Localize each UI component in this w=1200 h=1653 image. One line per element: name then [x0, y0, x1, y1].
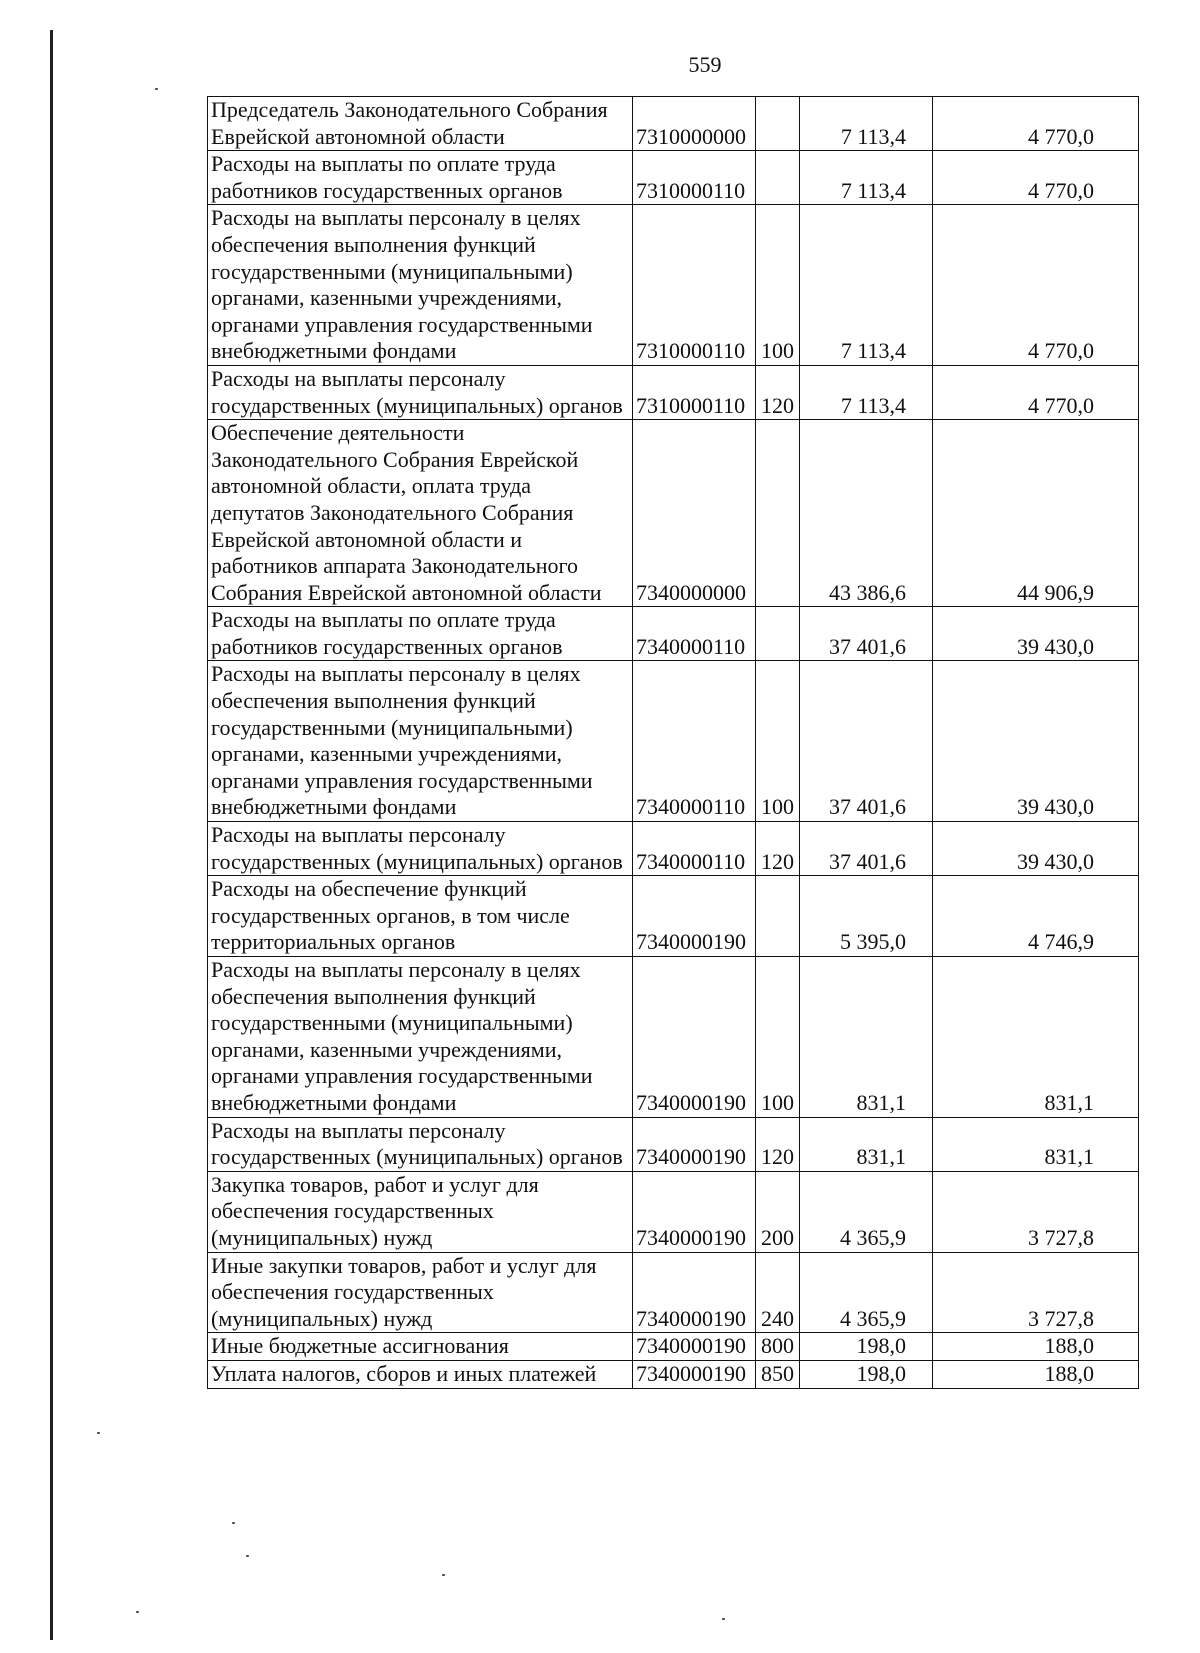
row-description: Расходы на выплаты персоналу в целях обеспечения выполнения функций государственными (муниципальными) органами, казенными учреждениями, органами управления государственными внебюджетными фондами: [208, 957, 633, 1118]
row-amount-1: 198,0: [800, 1333, 933, 1361]
row-amount-1: 831,1: [800, 957, 933, 1118]
row-description: Расходы на выплаты по оплате труда работников государственных органов: [208, 607, 633, 661]
row-target-code: 7340000190: [633, 957, 756, 1118]
binding-edge-line: [50, 30, 53, 1640]
row-target-code: 7340000110: [633, 661, 756, 822]
row-amount-1: 43 386,6: [800, 420, 933, 607]
row-amount-1: 4 365,9: [800, 1252, 933, 1333]
row-expense-type: [756, 607, 800, 661]
row-amount-2: 188,0: [933, 1333, 1139, 1361]
row-amount-1: 7 113,4: [800, 97, 933, 151]
row-expense-type: 200: [756, 1171, 800, 1252]
row-amount-2: 44 906,9: [933, 420, 1139, 607]
row-expense-type: 100: [756, 661, 800, 822]
row-amount-2: 39 430,0: [933, 822, 1139, 876]
row-amount-2: 4 770,0: [933, 151, 1139, 205]
table-row: [208, 1117, 1139, 1171]
row-amount-2: 831,1: [933, 1117, 1139, 1171]
row-expense-type: 800: [756, 1333, 800, 1361]
row-amount-2: 39 430,0: [933, 661, 1139, 822]
row-amount-2: 4 770,0: [933, 205, 1139, 366]
row-expense-type: [756, 97, 800, 151]
scan-speck: [232, 1522, 235, 1524]
row-description: Обеспечение деятельности Законодательного Собрания Еврейской автономной области, оплата труда депутатов Законодательного Собрания Еврейской автономной области и работников аппарата Законодательного Собрания Еврейской автономной области: [208, 420, 633, 607]
scan-speck: [246, 1555, 249, 1557]
row-target-code: 7340000190: [633, 1360, 756, 1388]
row-description: Расходы на выплаты персоналу государственных (муниципальных) органов: [208, 822, 633, 876]
row-expense-type: 120: [756, 365, 800, 419]
row-description: Иные закупки товаров, работ и услуг для обеспечения государственных (муниципальных) нужд: [208, 1252, 633, 1333]
row-target-code: 7340000110: [633, 607, 756, 661]
table-row: [208, 607, 1139, 661]
row-amount-2: 39 430,0: [933, 607, 1139, 661]
row-amount-2: 4 770,0: [933, 97, 1139, 151]
scan-speck: [136, 1611, 139, 1613]
row-description: Расходы на выплаты персоналу государственных (муниципальных) органов: [208, 365, 633, 419]
row-amount-1: 5 395,0: [800, 876, 933, 957]
table-row: [208, 957, 1139, 1118]
scan-speck: [722, 1618, 725, 1620]
row-target-code: 7310000110: [633, 151, 756, 205]
row-expense-type: 100: [756, 205, 800, 366]
row-amount-2: 188,0: [933, 1360, 1139, 1388]
row-expense-type: [756, 420, 800, 607]
row-amount-1: 198,0: [800, 1360, 933, 1388]
row-target-code: 7340000190: [633, 876, 756, 957]
table-row: [208, 365, 1139, 419]
table-row: [208, 420, 1139, 607]
table-row: [208, 97, 1139, 151]
row-target-code: 7340000190: [633, 1333, 756, 1361]
table-row: [208, 205, 1139, 366]
row-target-code: 7310000110: [633, 205, 756, 366]
table-row: [208, 822, 1139, 876]
row-amount-1: 831,1: [800, 1117, 933, 1171]
row-expense-type: 120: [756, 1117, 800, 1171]
row-description: Расходы на выплаты по оплате труда работников государственных органов: [208, 151, 633, 205]
row-amount-1: 7 113,4: [800, 365, 933, 419]
row-description: Иные бюджетные ассигнования: [208, 1333, 633, 1361]
row-description: Расходы на обеспечение функций государственных органов, в том числе территориальных органов: [208, 876, 633, 957]
row-amount-2: 831,1: [933, 957, 1139, 1118]
table-row: [208, 876, 1139, 957]
row-description: Расходы на выплаты персоналу государственных (муниципальных) органов: [208, 1117, 633, 1171]
row-target-code: 7340000000: [633, 420, 756, 607]
row-amount-2: 3 727,8: [933, 1252, 1139, 1333]
row-expense-type: [756, 876, 800, 957]
row-amount-1: 7 113,4: [800, 151, 933, 205]
row-expense-type: 850: [756, 1360, 800, 1388]
scan-speck: [442, 1574, 445, 1576]
row-amount-1: 4 365,9: [800, 1171, 933, 1252]
table-row: [208, 1360, 1139, 1388]
budget-table: [207, 96, 1139, 1389]
row-description: Председатель Законодательного Собрания Еврейской автономной области: [208, 97, 633, 151]
row-description: Расходы на выплаты персоналу в целях обеспечения выполнения функций государственными (муниципальными) органами, казенными учреждениями, органами управления государственными внебюджетными фондами: [208, 661, 633, 822]
row-target-code: 7310000110: [633, 365, 756, 419]
table-row: [208, 151, 1139, 205]
row-amount-1: 37 401,6: [800, 822, 933, 876]
row-expense-type: [756, 151, 800, 205]
row-expense-type: 120: [756, 822, 800, 876]
row-amount-1: 37 401,6: [800, 607, 933, 661]
row-amount-2: 4 770,0: [933, 365, 1139, 419]
budget-table-body: [208, 97, 1139, 1389]
row-target-code: 7310000000: [633, 97, 756, 151]
table-row: [208, 1252, 1139, 1333]
row-amount-1: 37 401,6: [800, 661, 933, 822]
row-expense-type: 240: [756, 1252, 800, 1333]
row-amount-1: 7 113,4: [800, 205, 933, 366]
table-row: [208, 661, 1139, 822]
scan-speck: [155, 88, 158, 90]
table-row: [208, 1171, 1139, 1252]
row-expense-type: 100: [756, 957, 800, 1118]
row-description: Закупка товаров, работ и услуг для обеспечения государственных (муниципальных) нужд: [208, 1171, 633, 1252]
row-target-code: 7340000110: [633, 822, 756, 876]
table-row: [208, 1333, 1139, 1361]
row-description: Расходы на выплаты персоналу в целях обеспечения выполнения функций государственными (муниципальными) органами, казенными учреждениями, органами управления государственными внебюджетными фондами: [208, 205, 633, 366]
row-target-code: 7340000190: [633, 1117, 756, 1171]
page-number: 559: [688, 52, 722, 77]
row-target-code: 7340000190: [633, 1171, 756, 1252]
row-amount-2: 3 727,8: [933, 1171, 1139, 1252]
row-description: Уплата налогов, сборов и иных платежей: [208, 1360, 633, 1388]
scan-speck: [97, 1432, 100, 1434]
row-target-code: 7340000190: [633, 1252, 756, 1333]
row-amount-2: 4 746,9: [933, 876, 1139, 957]
